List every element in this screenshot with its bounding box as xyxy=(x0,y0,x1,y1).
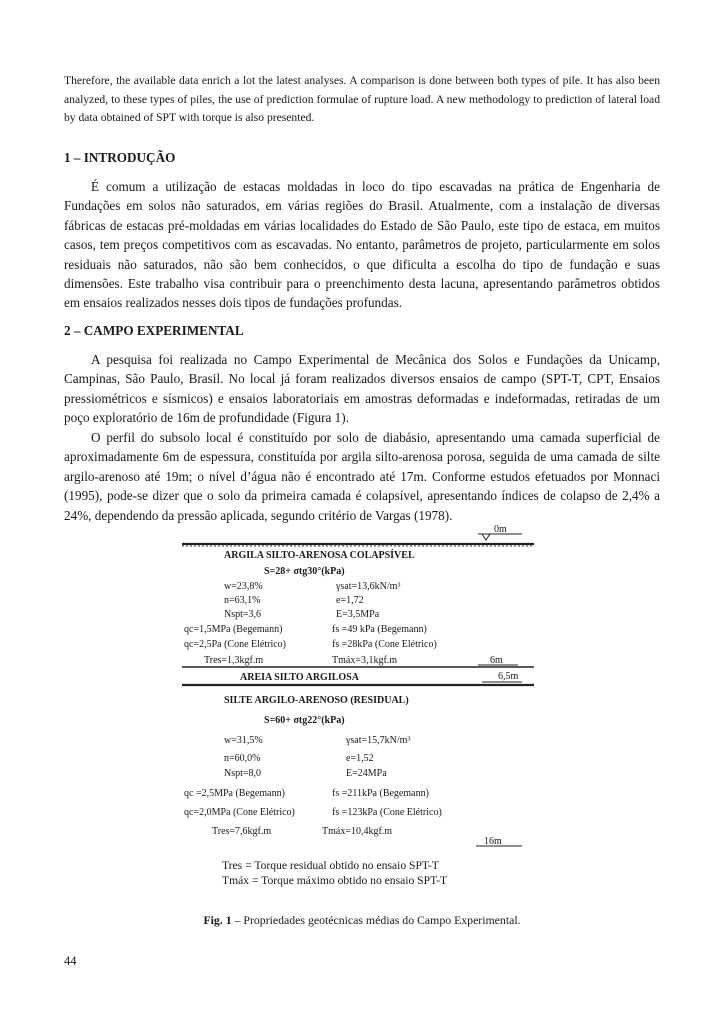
layer-2-w: w=31,5% xyxy=(224,735,263,746)
layer-1-nspt: Nspt=3,6 xyxy=(224,609,262,620)
figure-caption xyxy=(0,913,724,928)
layer-2-e: e=1,52 xyxy=(346,753,374,764)
section-2-paragraph-2: O perfil do subsolo local é constituído por solo de diabásio, apresentando uma camada superficial de aproximadamente 6m de espessura, constituída por argila silto-arenosa porosa, seguida de uma camada de silte argilo-arenoso até 19m; o nível d’água não é encontrado até 17m. Conforme estudos efetuados por Monnaci (1995), pode-se dizer que o solo da primeira camada é colapsível, apresentando índices de colapso de 2,4% a 24%, dependendo da pressão aplicada, segundo critério de Vargas (1978). xyxy=(64,430,660,523)
thin-layer-name: AREIA SILTO ARGILOSA xyxy=(240,672,359,683)
layer-2-qc-begemann: qc =2,5MPa (Begemann) xyxy=(184,788,285,799)
layer-1-fs-cone: fs =28kPa (Cone Elétrico) xyxy=(332,639,437,650)
layer-1-qc-begemann: qc=1,5MPa (Begemann) xyxy=(184,624,283,635)
abstract-tail: Therefore, the available data enrich a lot the latest analyses. A comparison is done between both types of pile. It has also been analyzed, to these types of piles, the use of prediction formulae of rupture load. A new methodology to prediction of lateral load by data obtained of SPT with torque is also presented. xyxy=(64,74,660,124)
layer-2-n: n=60,0% xyxy=(224,753,261,764)
note-tmax: Tmáx = Torque máximo obtido no ensaio SPT-T xyxy=(222,874,448,887)
layer-1-n: n=63,1% xyxy=(224,595,261,606)
layer-1-strength: S=28+ σtg30°(kPa) xyxy=(264,566,345,577)
note-tres: Tres = Torque residual obtido no ensaio SPT-T xyxy=(222,859,439,872)
layer-2-nspt: Nspt=8,0 xyxy=(224,768,262,779)
layer-2-fs-cone: fs =123kPa (Cone Elétrico) xyxy=(332,807,442,818)
soil-profile-diagram xyxy=(182,522,534,852)
layer-2-tres: Tres=7,6kgf.m xyxy=(212,826,272,837)
layer-1-qc-cone: qc=2,5Pa (Cone Elétrico) xyxy=(184,639,286,650)
layer-2-fs-begemann: fs =211kPa (Begemann) xyxy=(332,788,429,799)
layer-1-gamma-sat: γsat=13,6kN/m³ xyxy=(336,581,401,592)
figure-caption-label: Fig. 1 xyxy=(203,913,232,927)
soil-profile-figure xyxy=(182,522,534,852)
page-number: 44 xyxy=(64,954,77,968)
layer-1-fs-begemann: fs =49 kPa (Begemann) xyxy=(332,624,427,635)
layer-1-tmax: Tmáx=3,1kgf.m xyxy=(332,655,398,666)
depth-16m-label: 16m xyxy=(484,836,502,847)
layer-2-E: E=24MPa xyxy=(346,768,387,779)
section-1-paragraph: É comum a utilização de estacas moldadas in loco do tipo escavadas na prática de Engenharia de Fundações em solos não saturados, em várias regiões do Brasil. Atualmente, com a instalação de diversas fábricas de estacas pré-moldadas em várias localidades do Estado de São Paulo, este tipo de estaca, em muitos casos, tem preços competitivos com as escavadas. No entanto, parâmetros de projeto, particularmente em solos residuais não saturados, não são bem conhecidos, o que dificulta a escolha do tipo de fundação e suas dimensões. Este trabalho visa contribuir para o preenchimento desta lacuna, apresentando parâmetros obtidos em ensaios realizados nesses dois tipos de fundações profundas. xyxy=(64,179,660,311)
section-2-paragraph-1: A pesquisa foi realizada no Campo Experimental de Mecânica dos Solos e Fundações da Unicamp, Campinas, São Paulo, Brasil. No local já foram realizados diversos ensaios de campo (SPT-T, CPT, Ensaios pressiométricos e sísmicos) e ensaios laboratoriais em amostras deformadas e indeformadas, retiradas de um poço exploratório de 16m de profundidade (Figura 1). xyxy=(64,352,660,426)
layer-1-w: w=23,8% xyxy=(224,581,263,592)
layer-1-E: E=3,5MPa xyxy=(336,609,380,620)
figure-notes xyxy=(222,858,447,888)
water-level-triangle-icon xyxy=(482,534,490,540)
depth-0m-label: 0m xyxy=(494,524,507,535)
figure-caption-text: – Propriedades geotécnicas médias do Campo Experimental. xyxy=(231,913,521,927)
layer-1-tres: Tres=1,3kgf.m xyxy=(204,655,264,666)
layer-1-e: e=1,72 xyxy=(336,595,364,606)
layer-2-tmax: Tmáx=10,4kgf.m xyxy=(322,826,393,837)
layer-2-strength: S=60+ σtg22°(kPa) xyxy=(264,715,345,726)
layer-2-gamma-sat: γsat=15,7kN/m³ xyxy=(346,735,411,746)
section-1-title: 1 – INTRODUÇÃO xyxy=(64,150,176,165)
depth-6-5m-label: 6,5m xyxy=(498,671,519,682)
layer-1-name: ARGILA SILTO-ARENOSA COLAPSÍVEL xyxy=(224,550,415,561)
layer-2-qc-cone: qc=2,0MPa (Cone Elétrico) xyxy=(184,807,295,818)
depth-6m-label: 6m xyxy=(490,655,503,666)
layer-2-name: SILTE ARGILO-ARENOSO (RESIDUAL) xyxy=(224,695,409,706)
section-2-title: 2 – CAMPO EXPERIMENTAL xyxy=(64,323,244,338)
